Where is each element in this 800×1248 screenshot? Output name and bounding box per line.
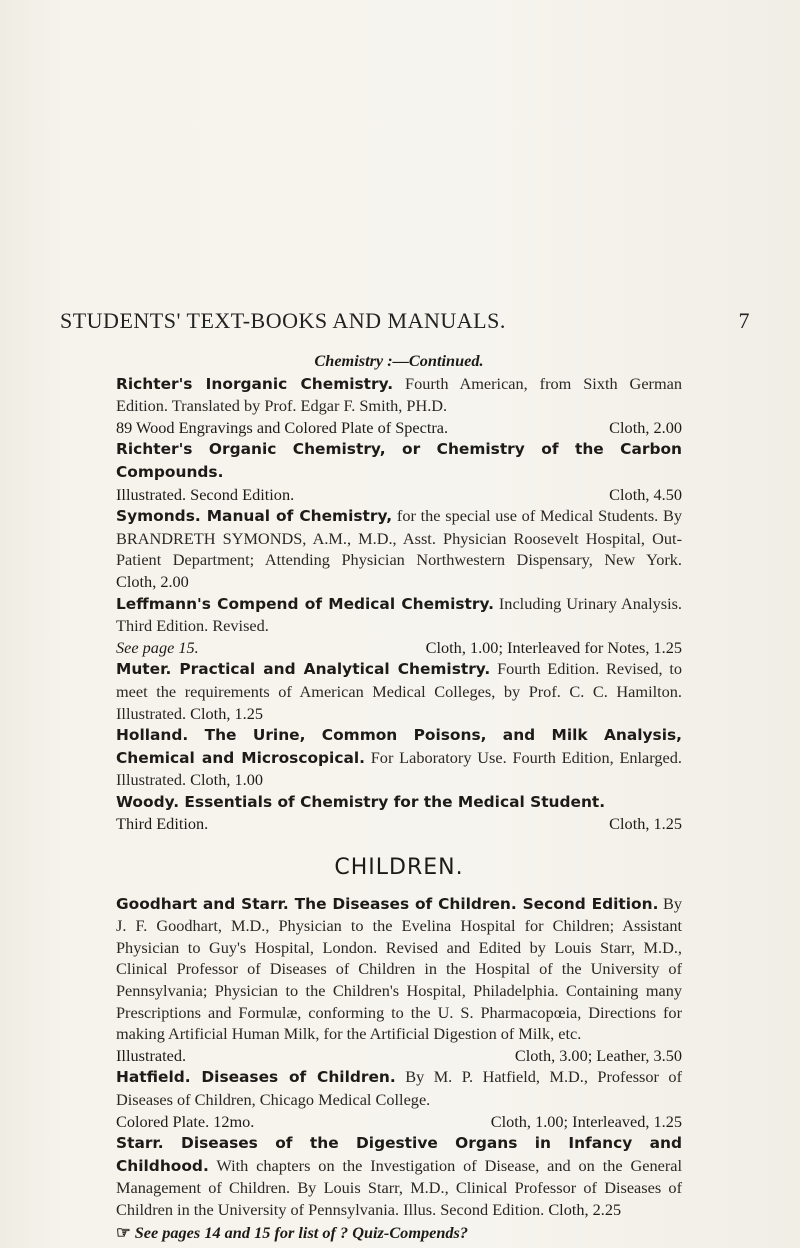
book-description: Colored Plate. 12mo. — [116, 1111, 255, 1131]
book-price: Cloth, 1.00; Interleaved for Notes, 1.25 — [425, 637, 682, 657]
book-description: Including Urinary Analysis. Third Edition. Revised. — [116, 593, 682, 636]
book-title: Symonds. Manual of Chemistry, — [116, 507, 393, 526]
footnote-text: See pages 14 and 15 for list of ? Quiz-Compends? — [134, 1222, 469, 1242]
price-line — [116, 1111, 682, 1133]
book-price: Cloth, 2.00 — [116, 571, 189, 591]
book-entry — [116, 724, 682, 791]
book-description: 89 Wood Engravings and Colored Plate of Spectra. — [116, 417, 449, 437]
book-description: Fourth Edition. Revised, to meet the requirements of American Medical Colleges, by Prof. C. C. Hamilton. Illustrated. — [116, 659, 683, 723]
book-title: Starr. Diseases of the Digestive Organs in Infancy and Childhood. — [116, 1134, 682, 1175]
book-description: For Laboratory Use. Fourth Edition, Enlarged. Illustrated. — [116, 747, 682, 790]
book-entry — [116, 1066, 682, 1110]
book-price: Cloth, 1.25 — [190, 703, 263, 723]
book-description: Illustrated. Second Edition. — [116, 484, 295, 504]
book-price: Cloth, 1.00 — [190, 770, 263, 790]
book-title: Holland. The Urine, Common Poisons, and Milk Analysis, Chemical and Microscopical. — [116, 726, 682, 767]
book-entry — [116, 438, 682, 483]
book-title: Woody. Essentials of Chemistry for the Medical Student. — [116, 792, 606, 811]
book-entry — [116, 593, 682, 637]
book-description: With chapters on the Investigation of Disease, and on the General Management of Children. By Louis Starr, M.D., Clinical Professor of Diseases of Children in the University of Pennsylvania. Illus. Second Edition. — [116, 1155, 682, 1219]
running-header — [60, 308, 750, 334]
book-description: By M. P. Hatfield, M.D., Professor of Diseases of Children, Chicago Medical College. — [116, 1067, 682, 1109]
price-line — [116, 813, 682, 835]
book-title: Richter's Organic Chemistry, or Chemistry of the Carbon Compounds. — [116, 440, 682, 481]
book-price: Cloth, 2.00 — [609, 417, 682, 437]
book-description: for the special use of Medical Students. By BRANDRETH SYMONDS, A.M., M.D., Asst. Physician Roosevelt Hospital, Out-Patient Department; Attending Physician Northwestern Dispensary, New York. — [116, 506, 682, 570]
section-title-chemistry: Chemistry :—Continued. — [314, 351, 484, 370]
page-number: 7 — [738, 308, 750, 333]
pointing-hand-icon: ☞ — [116, 1222, 131, 1242]
book-title: Muter. Practical and Analytical Chemistry. — [116, 660, 491, 679]
book-entry — [116, 893, 682, 1045]
book-description: By J. F. Goodhart, M.D., Physician to the Evelina Hospital for Children; Assistant Physician to Guy's Hospital, London. Revised and Edited by Louis Starr, M.D., Clinical Professor of Diseases of Children in the Hospital of the University of Pennsylvania; Physician to the Children's Hospital, Philadelphia. Containing many Prescriptions and Formulæ, conforming to the U. S. Pharmacopœia, Directions for making Artificial Human Milk, for the Artificial Digestion of Milk, etc. — [116, 893, 682, 1044]
book-entry — [116, 1132, 682, 1220]
book-description: Third Edition. — [116, 814, 209, 834]
book-title: Goodhart and Starr. The Diseases of Children. Second Edition. — [116, 894, 659, 913]
book-entry — [116, 658, 682, 724]
see-page-reference: See page 15. — [116, 637, 199, 657]
book-entry — [116, 505, 682, 592]
price-line — [116, 1045, 682, 1067]
price-line — [116, 637, 682, 659]
footnote — [116, 1222, 682, 1244]
book-entry — [116, 373, 682, 417]
running-title: STUDENTS' TEXT-BOOKS AND MANUALS. — [60, 308, 506, 333]
book-price: Cloth, 1.25 — [609, 814, 682, 834]
book-title: Hatfield. Diseases of Children. — [116, 1068, 396, 1087]
book-description: Illustrated. — [116, 1045, 187, 1065]
book-entry — [116, 791, 682, 814]
section-heading-children: CHILDREN. — [334, 855, 464, 881]
page-content — [116, 350, 682, 1243]
price-line — [116, 484, 682, 506]
book-price: Cloth, 1.00; Interleaved, 1.25 — [490, 1111, 682, 1131]
book-price: Cloth, 3.00; Leather, 3.50 — [514, 1045, 682, 1065]
book-price: Cloth, 4.50 — [609, 484, 682, 504]
book-price: Cloth, 2.25 — [548, 1199, 622, 1219]
book-title: Richter's Inorganic Chemistry. — [116, 374, 394, 393]
book-description: Fourth American, from Sixth German Edition. Translated by Prof. Edgar F. Smith, PH.D. — [116, 373, 682, 416]
book-title: Leffmann's Compend of Medical Chemistry. — [116, 594, 494, 613]
price-line — [116, 417, 682, 439]
